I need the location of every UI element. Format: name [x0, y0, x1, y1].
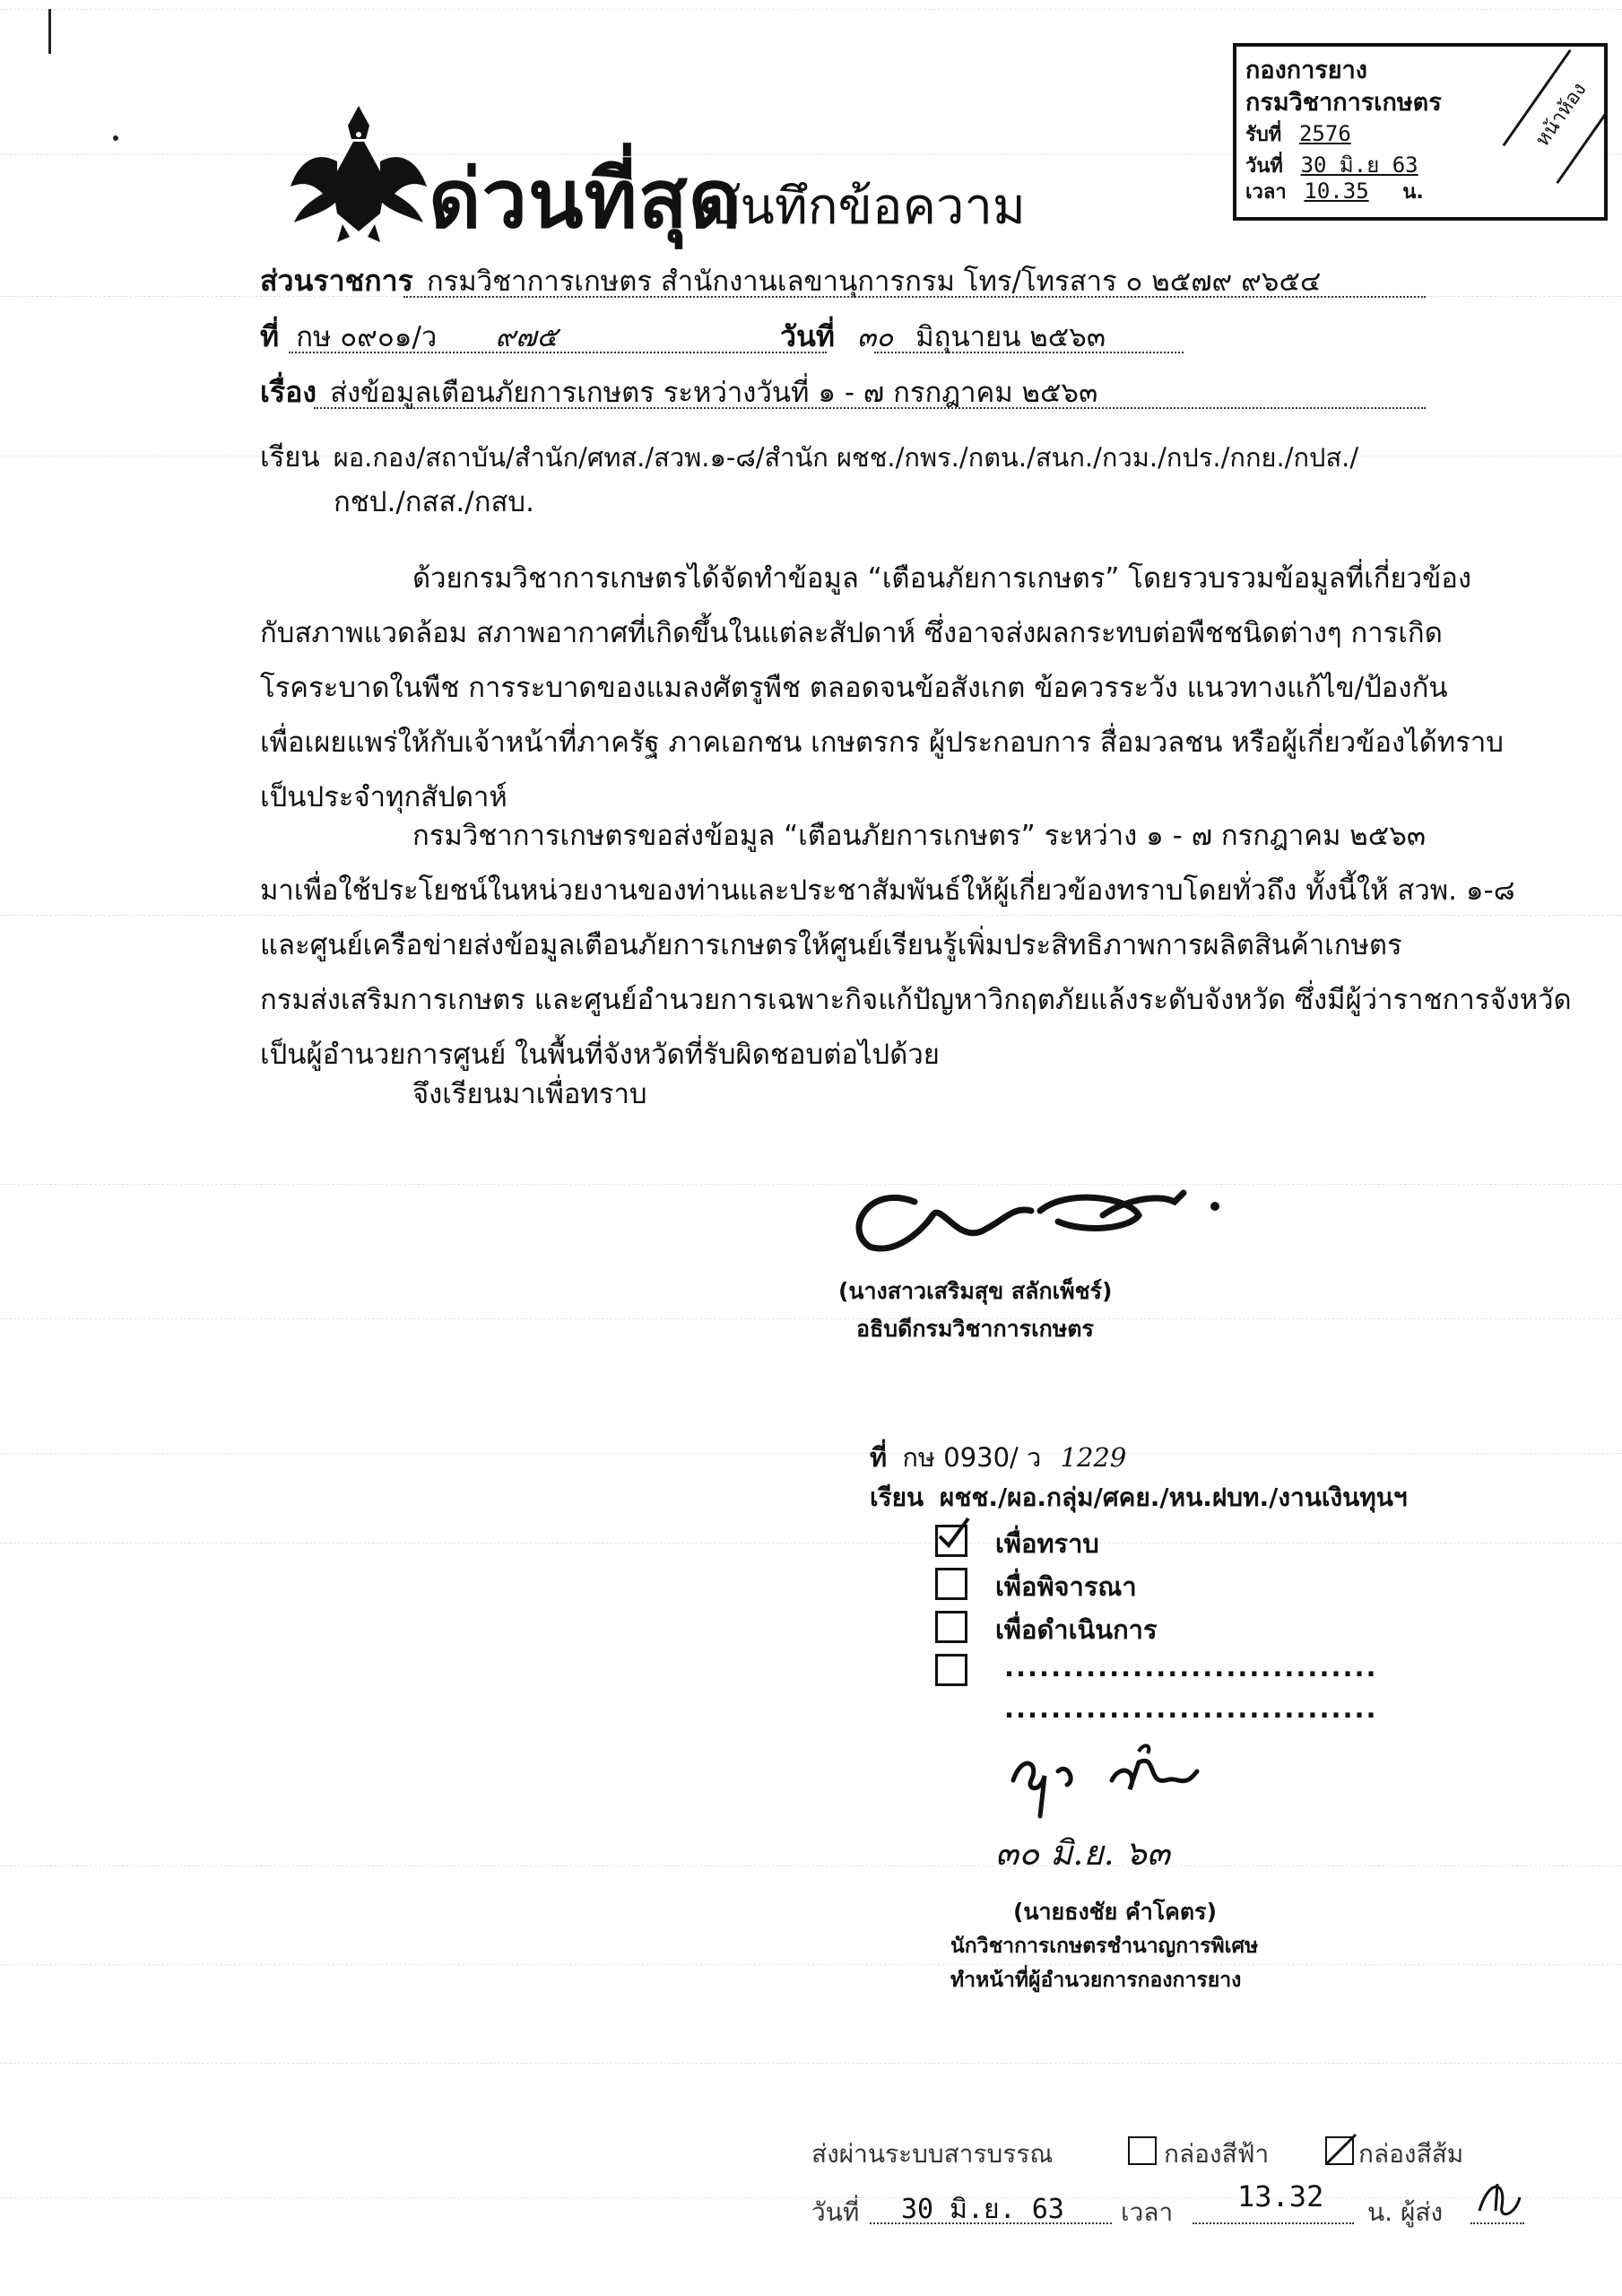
- agency-label: ส่วนราชการ: [260, 264, 413, 298]
- body-paragraph-2: [260, 809, 1572, 1083]
- signer2-position: นักวิชาการเกษตรชำนาญการพิเศษ: [950, 1935, 1259, 1958]
- scan-speck: [113, 135, 118, 141]
- stamp-number: [1245, 118, 1351, 150]
- footer-checkbox-orange[interactable]: [1325, 2136, 1354, 2165]
- scan-margin-mark: [48, 9, 51, 54]
- agency-dotted-line: [403, 296, 1426, 298]
- body-line: โรคระบาดในพืช การระบาดของแมลงศัตรูพืช ตลอดจนข้อสังเกต ข้อควรระวัง แนวทางแก้ไข/ป้องกัน: [260, 672, 1448, 704]
- footer-time-dotted-line: [1193, 2222, 1354, 2224]
- subject-label: เรื่อง: [260, 375, 317, 409]
- body-line: ด้วยกรมวิชาการเกษตรได้จัดทำข้อมูล “เตือนภัยการเกษตร” โดยรวบรวมข้อมูลที่เกี่ยวข้อง: [412, 562, 1472, 595]
- routing-ref-handwritten: 1229: [1060, 1442, 1127, 1473]
- footer-sender-label: น. ผู้ส่ง: [1367, 2197, 1444, 2227]
- garuda-emblem-icon: [287, 99, 430, 247]
- stamp-number-label: รับที่: [1245, 124, 1282, 146]
- addressee-field: [260, 434, 1358, 479]
- footer-option-blue: กล่องสีฟ้า: [1164, 2139, 1270, 2169]
- stamp-date-label: วันที่: [1245, 155, 1283, 178]
- routing-to-value: ผชช./ผอ.กลุ่ม/ศคย./หน.ฝบท./งานเงินทุนฯ: [939, 1483, 1408, 1512]
- signer1-position: อธิบดีกรมวิชาการเกษตร: [856, 1316, 1094, 1342]
- stamp-time-unit: น.: [1402, 181, 1424, 204]
- routing-ref-label: ที่: [870, 1442, 888, 1473]
- body-line: เป็นผู้อำนวยการศูนย์ ในพื้นที่จังหวัดที่รับผิดชอบต่อไปด้วย: [260, 1039, 940, 1071]
- urgency-heading: ด่วนที่สุด: [429, 152, 742, 247]
- footer-time-label: เวลา: [1121, 2197, 1174, 2227]
- body-paragraph-1: [260, 552, 1504, 825]
- signer1-name: (นางสาวเสริมสุข สลักเพ็ชร์): [838, 1278, 1113, 1304]
- routing-reference: [870, 1437, 1126, 1478]
- routing-to-label: เรียน: [870, 1483, 924, 1512]
- body-line: มาเพื่อใช้ประโยชน์ในหน่วยงานของท่านและประชาสัมพันธ์ให้ผู้เกี่ยวข้องทราบโดยทั่วถึง ทั้งนี้ให้ สวพ. ๑-๘: [260, 874, 1515, 907]
- signer2-name: (นายธงชัย คำโคตร): [1013, 1899, 1217, 1925]
- option-checkbox-other[interactable]: [935, 1654, 967, 1686]
- body-line: กรมวิชาการเกษตรขอส่งข้อมูล “เตือนภัยการเกษตร” ระหว่าง ๑ - ๗ กรกฎาคม ๒๕๖๓: [412, 820, 1427, 852]
- reference-label: ที่: [260, 319, 280, 353]
- option-checkbox-proceed[interactable]: [935, 1611, 967, 1643]
- director-general-signature-icon: [834, 1166, 1228, 1265]
- addressee-label: เรียน: [260, 441, 320, 474]
- reference-dotted-line: [289, 352, 827, 353]
- stamp-number-value: 2576: [1298, 121, 1351, 146]
- footer-sender-dotted-line: [1470, 2222, 1524, 2224]
- option-label-other: ................................: [1004, 1652, 1378, 1683]
- footer-date-value: 30 มิ.ย. 63: [901, 2194, 1064, 2225]
- footer-checkbox-blue[interactable]: [1128, 2136, 1157, 2165]
- body-line: กับสภาพแวดล้อม สภาพอากาศที่เกิดขึ้นในแต่ละสัปดาห์ ซึ่งอาจส่งผลกระทบต่อพืชชนิดต่างๆ การเกิด: [260, 617, 1443, 649]
- signer2-acting-role: ทำหน้าที่ผู้อำนวยการกองการยาง: [950, 1969, 1242, 1992]
- option-label-inform: เพื่อทราบ: [995, 1528, 1099, 1559]
- option-label-proceed: เพื่อดำเนินการ: [995, 1614, 1158, 1645]
- receipt-stamp: [1233, 43, 1608, 221]
- stamp-time-label: เวลา: [1245, 181, 1287, 204]
- routing-handwritten-date: ๓๐ มิ.ย. ๖๓: [995, 1833, 1170, 1873]
- footer-date-label: วันที่: [811, 2197, 860, 2227]
- check-mark-icon: [1323, 2131, 1359, 2167]
- stamp-diagonal-mark: หน้าห้อง: [1503, 49, 1608, 184]
- closing-line: จึงเรียนมาเพื่อทราบ: [412, 1078, 647, 1110]
- date-dotted-line: [874, 352, 1184, 353]
- agency-value: กรมวิชาการเกษตร สำนักงานเลขานุการกรม โทร/โทรสาร ๐ ๒๕๗๙ ๙๖๕๔: [426, 265, 1322, 298]
- stamp-org-line2: กรมวิชาการเกษตร: [1245, 89, 1442, 117]
- stamp-time: [1245, 176, 1424, 207]
- routing-addressee: [870, 1478, 1408, 1518]
- date-value: มิถุนายน ๒๕๖๓: [915, 321, 1106, 353]
- date-handwritten: ๓๐: [857, 321, 894, 353]
- reference-handwritten: ๙๗๕: [495, 321, 558, 353]
- body-line: เป็นประจำทุกสัปดาห์: [260, 781, 507, 813]
- extra-dotted-line: ................................: [1004, 1693, 1378, 1724]
- check-mark-icon: [936, 1517, 972, 1552]
- subject-value: ส่งข้อมูลเตือนภัยการเกษตร ระหว่างวันที่ ๑ - ๗ กรกฎาคม ๒๕๖๓: [330, 377, 1098, 409]
- body-line: และศูนย์เครือข่ายส่งข้อมูลเตือนภัยการเกษตรให้ศูนย์เรียนรู้เพิ่มประสิทธิภาพการผลิตสินค้าเกษตร: [260, 929, 1402, 961]
- option-checkbox-inform[interactable]: [935, 1525, 967, 1557]
- option-label-consider: เพื่อพิจารณา: [995, 1571, 1137, 1602]
- reference-value: กษ ๐๙๐๑/ว: [296, 321, 438, 353]
- routing-ref-value: กษ 0930/ ว: [902, 1442, 1042, 1473]
- stamp-time-value: 10.35: [1304, 178, 1369, 204]
- document-type-heading: บันทึกข้อความ: [708, 178, 1026, 236]
- footer-option-orange: กล่องสีส้ม: [1358, 2139, 1464, 2169]
- stamp-date-value: 30 มิ.ย 63: [1300, 152, 1418, 178]
- subject-dotted-line: [314, 407, 1426, 409]
- addressee-line1: ผอ.กอง/สถาบัน/สำนัก/ศทส./สวพ.๑-๘/สำนัก ผชช./กพร./กตน./สนก./กวม./กปร./กกย./กปส./: [333, 442, 1359, 473]
- body-line: เพื่อเผยแพร่ให้กับเจ้าหน้าที่ภาครัฐ ภาคเอกชน เกษตรกร ผู้ประกอบการ สื่อมวลชน หรือผู้เกี่ยวข้องได้ทราบ: [260, 726, 1504, 759]
- body-line: กรมส่งเสริมการเกษตร และศูนย์อำนวยการเฉพาะกิจแก้ปัญหาวิกฤตภัยแล้งระดับจังหวัด ซึ่งมีผู้ว่าราชการจังหวัด: [260, 984, 1572, 1016]
- footer-system-label: ส่งผ่านระบบสารบรรณ: [811, 2139, 1054, 2169]
- date-label: วันที่: [780, 319, 835, 353]
- division-signature-icon: [1004, 1735, 1210, 1821]
- stamp-org-line1: กองการยาง: [1245, 57, 1367, 84]
- footer-time-value: 13.32: [1237, 2179, 1324, 2213]
- sender-initial-icon: [1470, 2170, 1524, 2224]
- option-checkbox-consider[interactable]: [935, 1568, 967, 1600]
- addressee-line2: กชป./กสส./กสบ.: [334, 486, 534, 518]
